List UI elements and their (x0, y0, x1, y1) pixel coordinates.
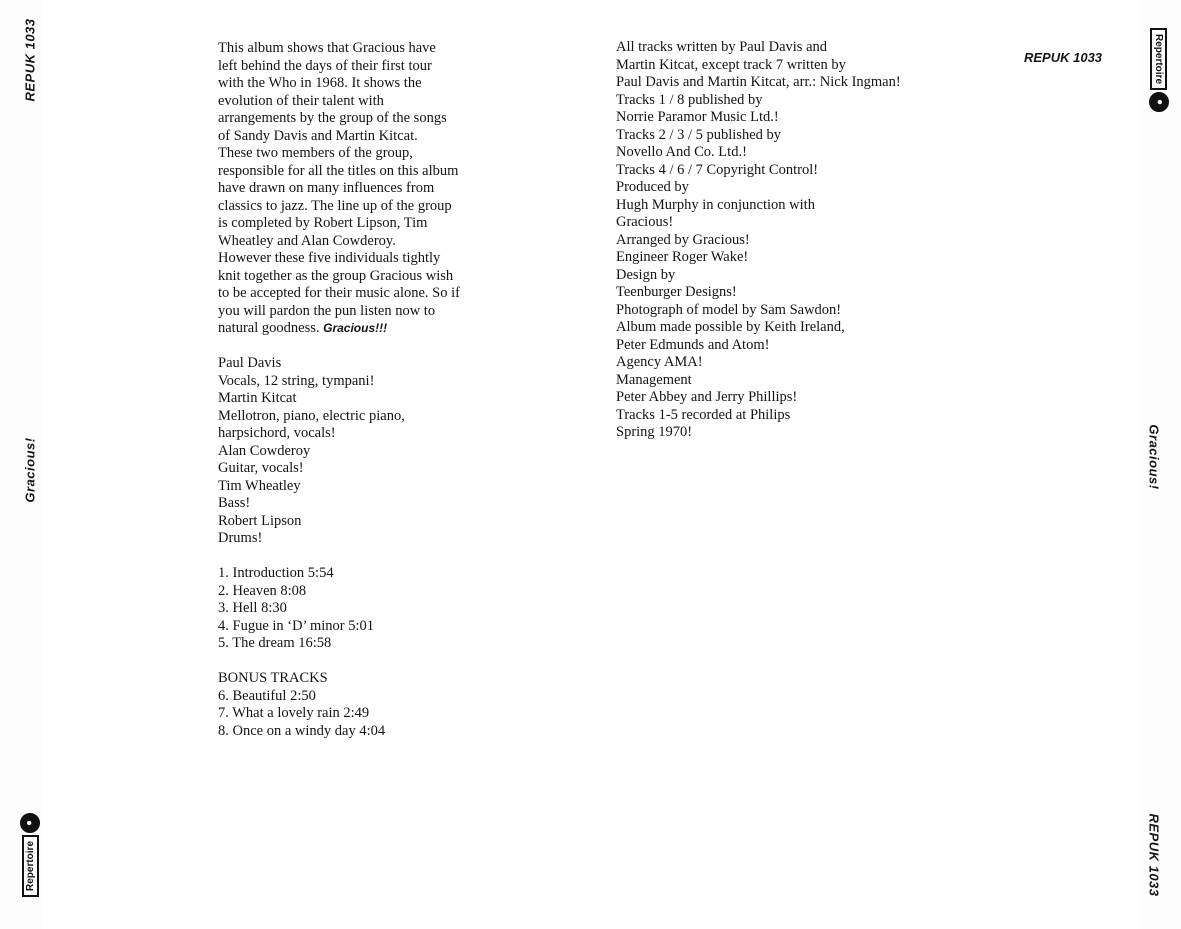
right-spine (1139, 0, 1181, 929)
left-column (218, 40, 460, 740)
track-item: 8. Once on a windy day 4:04 (218, 722, 386, 739)
liner-notes (218, 40, 460, 338)
bonus-tracks (218, 670, 460, 740)
track-item: 5. The dream 16:58 (218, 635, 332, 651)
bonus-heading: BONUS TRACKS (218, 670, 328, 686)
liner-emphasis: Gracious!!! (323, 321, 388, 335)
liner-line: responsible for all the titles on this album (218, 162, 459, 179)
liner-line: of Sandy Davis and Martin Kitcat. (218, 127, 418, 144)
member-name: Martin Kitcat (218, 390, 297, 406)
right-spine-catalog-number: REPUK 1033 (1146, 813, 1162, 897)
track-item: 4. Fugue in ‘D’ minor 5:01 (218, 617, 374, 634)
left-spine-title: Gracious! (22, 437, 38, 503)
liner-line: This album shows that Gracious have (218, 40, 436, 56)
track-item: 7. What a lovely rain 2:49 (218, 705, 370, 721)
left-spine-label-logo (20, 813, 40, 897)
member-name: Robert Lipson (218, 512, 302, 529)
liner-line: Wheatley and Alan Cowderoy. (218, 232, 396, 249)
liner-last-line (218, 320, 460, 338)
label-name-text: Repertoire (1151, 28, 1168, 90)
credit-line: Tracks 2 / 3 / 5 published by (616, 126, 782, 143)
liner-line: have drawn on many influences from (218, 180, 435, 196)
credit-line: Photograph of model by Sam Sawdon! (616, 301, 842, 318)
liner-line: classics to jazz. The line up of the group (218, 197, 452, 214)
label-circle-icon: ● (1149, 92, 1169, 112)
liner-line: These two members of the group, (218, 145, 413, 161)
credit-line: Paul Davis and Martin Kitcat, arr.: Nick Ingman! (616, 74, 901, 90)
member-role: harpsichord, vocals! (218, 425, 336, 441)
member-role: Drums! (218, 530, 263, 546)
credit-line: Teenburger Designs! (616, 284, 737, 300)
label-name-text: Repertoire (22, 835, 39, 897)
liner-line: to be accepted for their music alone. So if (218, 285, 460, 301)
credit-line: Tracks 1-5 recorded at Philips (616, 406, 791, 423)
member-role: Mellotron, piano, electric piano, (218, 407, 405, 424)
credit-line: Martin Kitcat, except track 7 written by (616, 56, 846, 73)
credits-column (616, 39, 901, 442)
credit-line: Design by (616, 266, 676, 283)
credit-line: Peter Abbey and Jerry Phillips! (616, 389, 798, 405)
track-item: 3. Hell 8:30 (218, 600, 287, 616)
liner-line: you will pardon the pun listen now to (218, 302, 436, 319)
right-spine-label-logo (1149, 28, 1169, 112)
member-role: Vocals, 12 string, tympani! (218, 372, 375, 389)
member-name: Tim Wheatley (218, 477, 301, 494)
credit-line: Novello And Co. Ltd.! (616, 144, 747, 160)
left-spine-catalog-number: REPUK 1033 (22, 18, 38, 102)
member-role: Bass! (218, 495, 251, 511)
label-circle-icon: ● (20, 813, 40, 833)
credit-line: Spring 1970! (616, 424, 693, 440)
credit-line: Tracks 4 / 6 / 7 Copyright Control! (616, 161, 819, 178)
credit-line: All tracks written by Paul Davis and (616, 39, 828, 55)
track-item: 2. Heaven 8:08 (218, 582, 307, 599)
member-role: Guitar, vocals! (218, 460, 304, 476)
credit-line: Engineer Roger Wake! (616, 249, 749, 265)
credit-line: Produced by (616, 179, 689, 195)
liner-line: left behind the days of their first tour (218, 57, 432, 74)
credit-line: Peter Edmunds and Atom! (616, 336, 770, 353)
liner-line: is completed by Robert Lipson, Tim (218, 215, 428, 231)
credit-line: Tracks 1 / 8 published by (616, 91, 763, 108)
track-item: 6. Beautiful 2:50 (218, 687, 316, 704)
member-name: Paul Davis (218, 355, 282, 371)
personnel-list (218, 355, 460, 548)
credit-line: Arranged by Gracious! (616, 231, 750, 248)
liner-line: arrangements by the group of the songs (218, 110, 447, 126)
catalog-number: REPUK 1033 (1024, 50, 1103, 65)
liner-line: knit together as the group Gracious wish (218, 267, 454, 284)
liner-line: However these five individuals tightly (218, 250, 441, 266)
liner-line: with the Who in 1968. It shows the (218, 75, 422, 91)
liner-last-text: natural goodness. (218, 320, 320, 336)
member-name: Alan Cowderoy (218, 442, 311, 459)
credit-line: Management (616, 371, 692, 388)
credit-line: Hugh Murphy in conjunction with (616, 196, 815, 213)
credit-line: Norrie Paramor Music Ltd.! (616, 109, 779, 125)
credit-line: Agency AMA! (616, 354, 703, 370)
tracklist (218, 565, 460, 653)
credit-line: Gracious! (616, 214, 674, 230)
credit-line: Album made possible by Keith Ireland, (616, 319, 845, 335)
right-spine-title: Gracious! (1146, 424, 1162, 490)
left-spine (0, 0, 42, 929)
liner-line: evolution of their talent with (218, 92, 384, 109)
track-item: 1. Introduction 5:54 (218, 565, 334, 581)
